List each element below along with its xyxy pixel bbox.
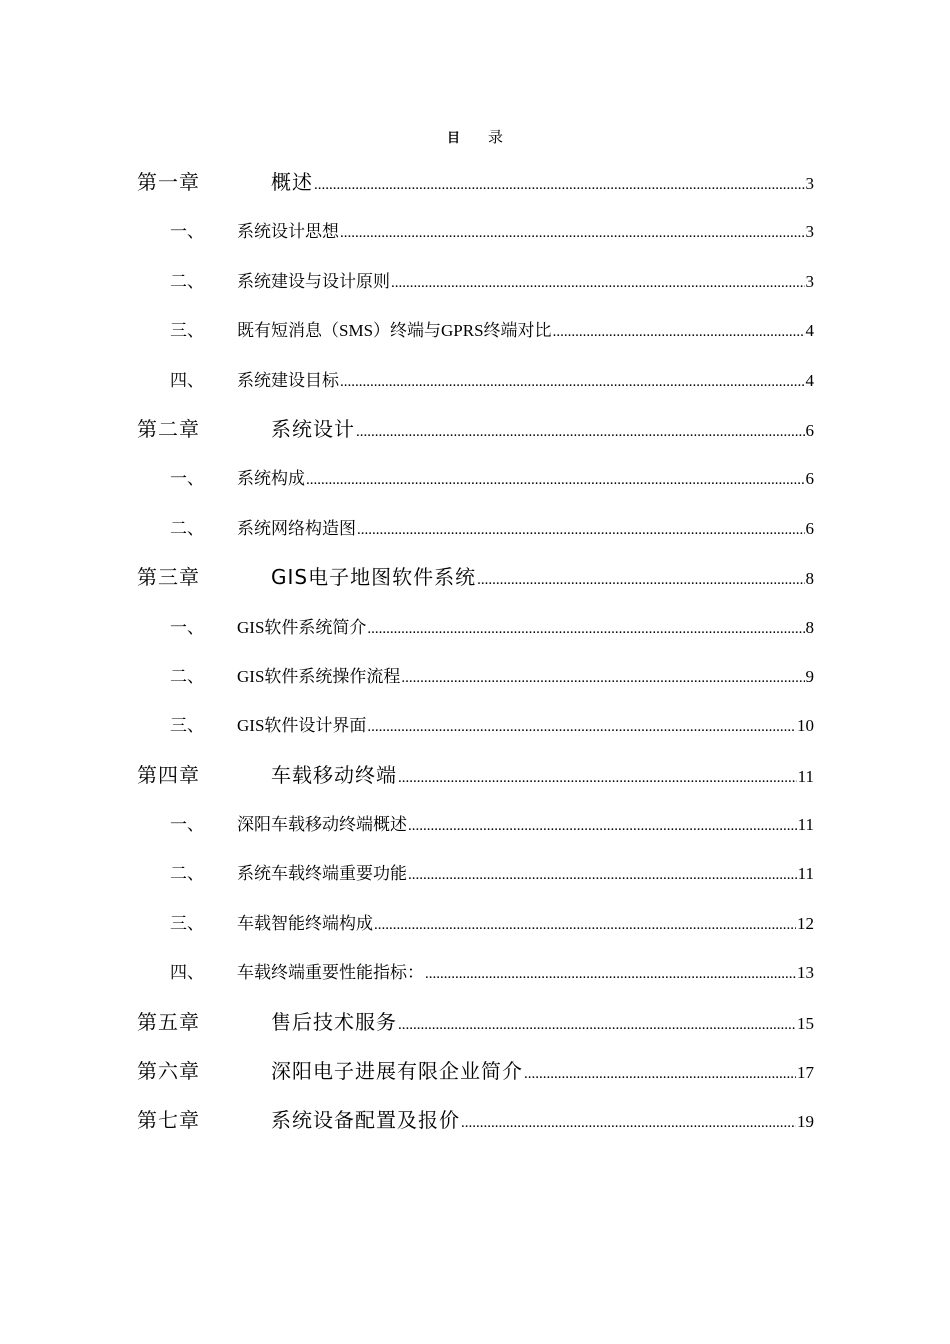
toc-entry-label: 深阳车载移动终端概述 — [237, 815, 407, 835]
toc-entry-page: 6 — [805, 518, 814, 538]
toc-leader-dots — [398, 1001, 796, 1050]
toc-entry[interactable] — [137, 603, 814, 652]
toc-entry[interactable] — [137, 1047, 814, 1096]
toc-entry-number: 第五章 — [137, 1009, 200, 1034]
toc-entry-number: 四、 — [170, 370, 204, 390]
toc-entry-page: 11 — [797, 766, 814, 786]
toc-entry-number: 二、 — [170, 271, 204, 291]
toc-leader-dots — [367, 703, 796, 752]
toc-entry[interactable] — [137, 998, 814, 1047]
toc-entry-label: 既有短消息（SMS）终端与GPRS终端对比 — [237, 321, 552, 341]
toc-entry[interactable] — [137, 405, 814, 454]
toc-entry-page: 9 — [805, 666, 814, 686]
toc-entry[interactable] — [137, 800, 814, 849]
toc-entry[interactable] — [137, 701, 814, 750]
toc-entry-page: 4 — [805, 321, 814, 341]
toc-entry[interactable] — [137, 1096, 814, 1145]
toc-entry-page: 11 — [797, 864, 814, 884]
toc-entry[interactable] — [137, 306, 814, 355]
toc-entry-number: 一、 — [170, 815, 204, 835]
toc-entry-page: 6 — [805, 420, 814, 440]
toc-entry-page: 4 — [805, 370, 814, 390]
toc-entry-label: 系统建设与设计原则 — [237, 271, 390, 291]
toc-entry-page: 15 — [797, 1013, 814, 1033]
toc-entry-label: 车载终端重要性能指标： — [237, 963, 424, 983]
toc-entry-number: 一、 — [170, 469, 204, 489]
toc-leader-dots — [401, 654, 804, 703]
toc-entry[interactable] — [137, 356, 814, 405]
toc-leader-dots — [477, 556, 804, 605]
toc-entry[interactable] — [137, 257, 814, 306]
toc-entry-number: 二、 — [170, 666, 204, 686]
toc-entry-label: 概述 — [271, 170, 313, 194]
toc-entry-number: 三、 — [170, 321, 204, 341]
toc-entry-page: 8 — [805, 617, 814, 637]
toc-entry-label: GIS软件设计界面 — [237, 716, 367, 736]
toc-entry[interactable] — [137, 652, 814, 701]
toc-leader-dots — [398, 754, 797, 803]
toc-leader-dots — [391, 259, 805, 308]
toc-entry-label: 系统网络构造图 — [237, 518, 356, 538]
toc-entry-label: GIS电子地图软件系统 — [271, 565, 477, 590]
toc-entry[interactable] — [137, 948, 814, 997]
toc-leader-dots — [357, 506, 805, 555]
toc-title-char-2: 录 — [488, 130, 504, 146]
toc-entry-page: 11 — [797, 815, 814, 835]
toc-title — [0, 126, 950, 147]
toc-leader-dots — [408, 851, 797, 900]
toc-entry-label: 系统构成 — [237, 469, 305, 489]
toc-entry[interactable] — [137, 751, 814, 800]
toc-entry-page: 10 — [797, 716, 814, 736]
toc-entry-number: 第四章 — [137, 762, 200, 787]
toc-entry[interactable] — [137, 553, 814, 602]
toc-entry-label: GIS软件系统操作流程 — [237, 666, 401, 686]
toc-entry-page: 19 — [797, 1112, 814, 1132]
toc-entry[interactable] — [137, 207, 814, 256]
toc-entry[interactable] — [137, 504, 814, 553]
toc-title-char-1: 目 — [446, 130, 460, 145]
toc-entry-label: 车载智能终端构成 — [237, 913, 373, 933]
toc-entry-label: 售后技术服务 — [271, 1009, 397, 1034]
toc-leader-dots — [314, 161, 805, 210]
toc-entry-label: 系统设计思想 — [237, 222, 339, 242]
toc-entry[interactable] — [137, 849, 814, 898]
toc-entry[interactable] — [137, 158, 814, 207]
toc-entry-number: 一、 — [170, 222, 204, 242]
toc-entry-page: 8 — [805, 569, 814, 589]
toc-entry-number: 三、 — [170, 913, 204, 933]
toc-leader-dots — [461, 1099, 796, 1148]
toc-leader-dots — [374, 901, 796, 950]
table-of-contents — [137, 158, 814, 1146]
toc-leader-dots — [356, 408, 805, 457]
toc-entry-number: 二、 — [170, 518, 204, 538]
toc-leader-dots — [553, 308, 805, 357]
toc-leader-dots — [340, 358, 805, 407]
toc-entry-page: 3 — [805, 222, 814, 242]
toc-entry-number: 第二章 — [137, 416, 200, 441]
toc-entry-page: 6 — [805, 469, 814, 489]
toc-leader-dots — [306, 456, 805, 505]
toc-entry-label: 系统车载终端重要功能 — [237, 864, 407, 884]
toc-entry-label: GIS软件系统简介 — [237, 617, 367, 637]
toc-entry-label: 系统设计 — [271, 416, 355, 441]
toc-leader-dots — [425, 950, 796, 999]
toc-entry-number: 第三章 — [137, 565, 200, 590]
toc-leader-dots — [408, 802, 797, 851]
toc-entry-label: 深阳电子进展有限企业简介 — [271, 1059, 523, 1084]
toc-entry-label: 系统设备配置及报价 — [271, 1108, 460, 1133]
toc-leader-dots — [340, 209, 805, 258]
toc-entry-number: 第六章 — [137, 1059, 200, 1084]
toc-entry-label: 车载移动终端 — [271, 762, 397, 787]
toc-entry-page: 17 — [797, 1063, 814, 1083]
toc-entry[interactable] — [137, 899, 814, 948]
toc-entry-number: 第一章 — [137, 170, 200, 194]
toc-entry-number: 三、 — [170, 716, 204, 736]
toc-entry-page: 13 — [797, 963, 814, 983]
toc-entry-page: 3 — [805, 174, 814, 193]
toc-leader-dots — [367, 605, 804, 654]
toc-entry-page: 3 — [805, 271, 814, 291]
toc-leader-dots — [524, 1050, 796, 1099]
toc-entry[interactable] — [137, 454, 814, 503]
toc-entry-label: 系统建设目标 — [237, 370, 339, 390]
toc-entry-number: 四、 — [170, 963, 204, 983]
toc-entry-page: 12 — [797, 913, 814, 933]
toc-entry-number: 一、 — [170, 617, 204, 637]
toc-entry-number: 二、 — [170, 864, 204, 884]
toc-entry-number: 第七章 — [137, 1108, 200, 1133]
